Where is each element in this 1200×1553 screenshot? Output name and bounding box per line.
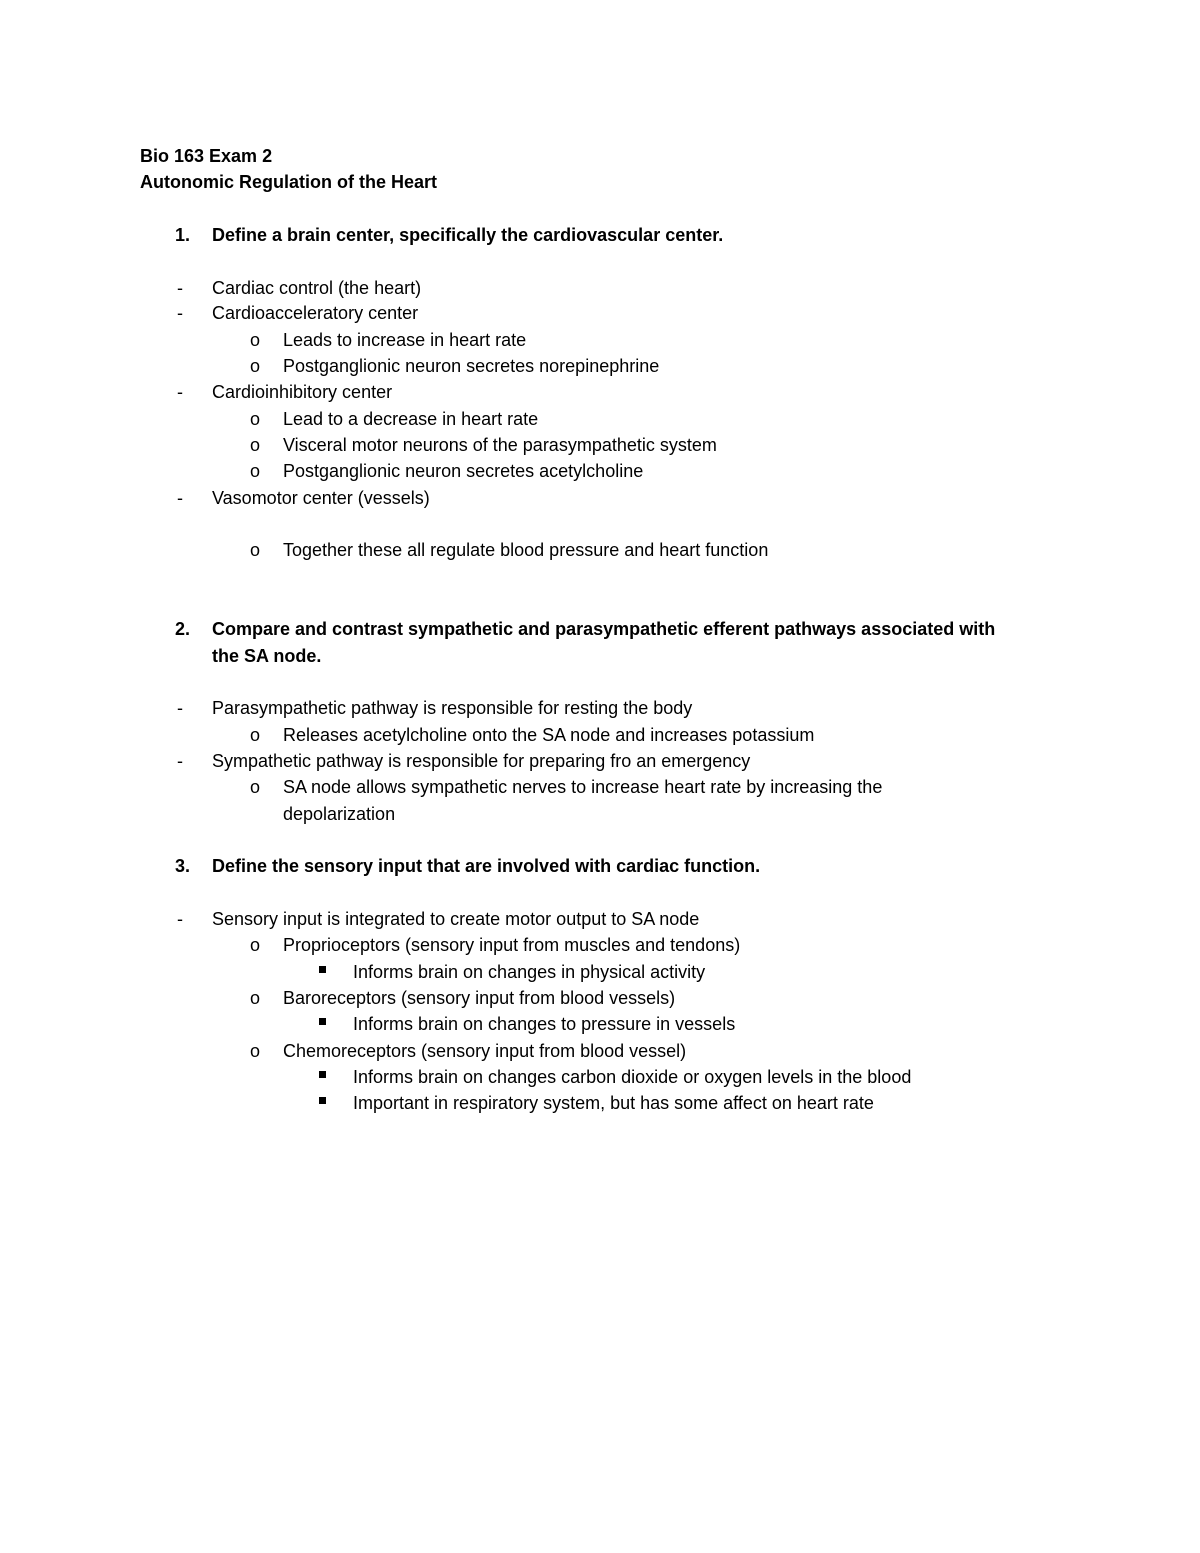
list-item: Informs brain on changes to pressure in vessels — [353, 1014, 736, 1034]
list-item: Baroreceptors (sensory input from blood vessels) — [283, 988, 676, 1008]
circle-bullet: o — [250, 540, 261, 560]
dash-bullet: - — [177, 303, 183, 323]
list-item: Lead to a decrease in heart rate — [283, 409, 539, 429]
list-item: SA node allows sympathetic nerves to increase heart rate by increasing the — [283, 777, 883, 797]
square-bullet-icon — [319, 1071, 326, 1078]
circle-bullet: o — [250, 461, 261, 481]
question-1-text: Define a brain center, specifically the cardiovascular center. — [212, 225, 724, 245]
list-item: Sympathetic pathway is responsible for preparing fro an emergency — [212, 751, 751, 771]
square-bullet-icon — [319, 1018, 326, 1025]
list-item: Informs brain on changes carbon dioxide or oxygen levels in the blood — [353, 1067, 912, 1087]
list-item: Releases acetylcholine onto the SA node and increases potassium — [283, 725, 815, 745]
question-1-number: 1. — [175, 225, 191, 245]
dash-bullet: - — [177, 382, 183, 402]
question-2-text-line-1: Compare and contrast sympathetic and parasympathetic efferent pathways associated with — [212, 619, 996, 639]
square-bullet-icon — [319, 966, 326, 973]
list-item: Sensory input is integrated to create motor output to SA node — [212, 909, 700, 929]
circle-bullet: o — [250, 356, 261, 376]
list-item: Cardiac control (the heart) — [212, 278, 422, 298]
document-title: Bio 163 Exam 2 — [140, 146, 273, 166]
circle-bullet: o — [250, 935, 261, 955]
dash-bullet: - — [177, 278, 183, 298]
circle-bullet: o — [250, 777, 261, 797]
list-item: Cardioinhibitory center — [212, 382, 393, 402]
question-3-text: Define the sensory input that are involved with cardiac function. — [212, 856, 761, 876]
circle-bullet: o — [250, 435, 261, 455]
circle-bullet: o — [250, 1041, 261, 1061]
document-subtitle: Autonomic Regulation of the Heart — [140, 172, 437, 192]
list-item: Together these all regulate blood pressure and heart function — [283, 540, 769, 560]
list-item: Vasomotor center (vessels) — [212, 488, 430, 508]
dash-bullet: - — [177, 488, 183, 508]
list-item: Parasympathetic pathway is responsible for resting the body — [212, 698, 693, 718]
list-item: Important in respiratory system, but has some affect on heart rate — [353, 1093, 874, 1113]
list-item: Postganglionic neuron secretes norepinephrine — [283, 356, 660, 376]
question-3-number: 3. — [175, 856, 191, 876]
list-item: Postganglionic neuron secretes acetylcholine — [283, 461, 644, 481]
list-item: Leads to increase in heart rate — [283, 330, 527, 350]
dash-bullet: - — [177, 909, 183, 929]
question-2-text-line-2: the SA node. — [212, 646, 322, 666]
circle-bullet: o — [250, 988, 261, 1008]
dash-bullet: - — [177, 751, 183, 771]
list-item: Informs brain on changes in physical activity — [353, 962, 706, 982]
circle-bullet: o — [250, 409, 261, 429]
circle-bullet: o — [250, 330, 261, 350]
question-2-number: 2. — [175, 619, 191, 639]
square-bullet-icon — [319, 1097, 326, 1104]
list-item-continuation: depolarization — [283, 804, 396, 824]
list-item: Visceral motor neurons of the parasympathetic system — [283, 435, 717, 455]
circle-bullet: o — [250, 725, 261, 745]
list-item: Chemoreceptors (sensory input from blood vessel) — [283, 1041, 687, 1061]
list-item: Cardioacceleratory center — [212, 303, 419, 323]
list-item: Proprioceptors (sensory input from muscles and tendons) — [283, 935, 741, 955]
dash-bullet: - — [177, 698, 183, 718]
